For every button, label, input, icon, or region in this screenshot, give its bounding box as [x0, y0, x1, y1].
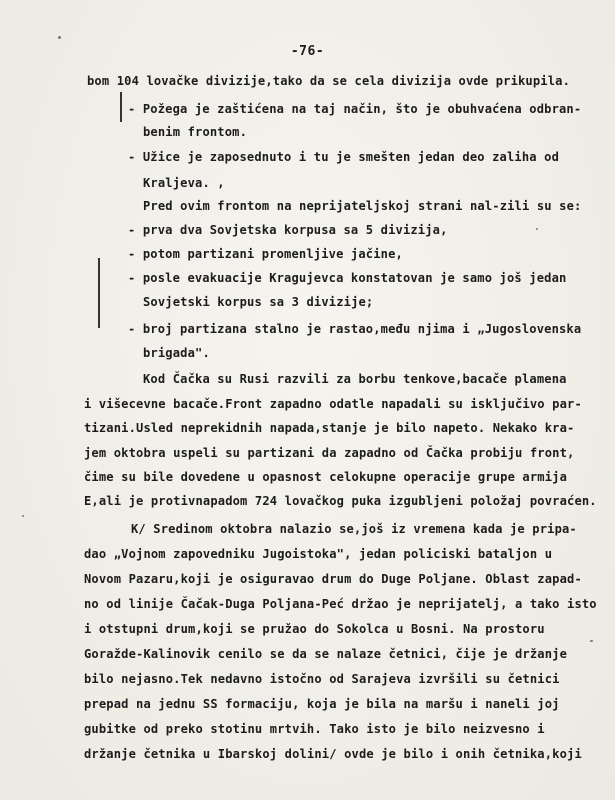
- text-line-12: brigada".: [143, 346, 210, 360]
- text-line-9: - posle evakuacije Kragujevca konstatovan je samo još jedan: [128, 271, 567, 285]
- text-line-14: i višecevne bacače.Front zapadno odatle napadali su isključivo par-: [84, 397, 582, 411]
- text-line-10: Sovjetski korpus sa 3 divizije;: [143, 295, 374, 309]
- text-line-19: K/ Sredinom oktobra nalazio se,još iz vremena kada je pripa-: [131, 522, 577, 536]
- scan-speck: [536, 228, 538, 230]
- text-line-3: benim frontom.: [143, 125, 248, 139]
- scan-speck: [58, 36, 61, 39]
- text-line-21: Novom Pazaru,koji je osiguravao drum do Duge Poljane. Oblast zapad-: [84, 572, 582, 586]
- margin-mark-lower: [98, 258, 100, 328]
- text-line-13: Kod Čačka su Rusi razvili za borbu tenkove,bacače plamena: [143, 372, 567, 386]
- text-line-4: - Užice je zaposednuto i tu je smešten jedan deo zaliha od: [128, 150, 560, 164]
- text-line-16: jem oktobra uspeli su partizani da zapadno od Čačka probiju front,: [84, 446, 575, 460]
- scan-speck: [590, 640, 593, 642]
- text-line-6: Pred ovim frontom na neprijateljskoj strani nal-zili su se:: [143, 199, 582, 213]
- text-line-8: - potom partizani promenljive jačine,: [128, 247, 403, 261]
- text-line-28: držanje četnika u Ibarskoj dolini/ ovde je bilo i onih četnika,koji: [84, 747, 582, 761]
- text-line-26: prepad na jednu SS formaciju, koja je bila na maršu i naneli joj: [84, 697, 560, 711]
- text-line-25: bilo nejasno.Tek nedavno istočno od Sarajeva izvršili su četnici: [84, 672, 560, 686]
- text-line-20: dao „Vojnom zapovedniku Jugoistoka", jedan policiski bataljon u: [84, 547, 553, 561]
- text-line-5: Kraljeva. ,: [143, 176, 225, 190]
- text-line-15: tizani.Usled neprekidnih napada,stanje je bilo napeto. Nekako kra-: [84, 421, 575, 435]
- text-line-27: gubitke od preko stotinu mrtvih. Tako isto je bilo neizvesno i: [84, 722, 545, 736]
- text-line-17: čime su bile dovedene u opasnost celokupne operacije grupe armija: [84, 470, 568, 484]
- scan-speck: [22, 515, 24, 517]
- text-line-2: - Požega je zaštićena na taj način, što je obuhvaćena odbran-: [128, 102, 582, 116]
- text-line-18: E,ali je protivnapadom 724 lovačkog puka izgubljeni položaj povraćen.: [84, 494, 597, 508]
- text-line-11: - broj partizana stalno je rastao,među njima i „Jugoslovenska: [128, 322, 582, 336]
- text-line-1: bom 104 lovačke divizije,tako da se cela divizija ovde prikupila.: [87, 74, 571, 88]
- text-line-23: i otstupni drum,koji se pružao do Sokolca u Bosni. Na prostoru: [84, 622, 545, 636]
- text-line-24: Goražde-Kalinovik cenilo se da se nalaze četnici, čije je držanje: [84, 647, 568, 661]
- margin-mark-upper: [120, 92, 122, 122]
- text-line-22: no od linije Čačak-Duga Poljana-Peć držao je neprijatelj, a tako isto: [84, 597, 597, 611]
- text-line-7: - prva dva Sovjetska korpusa sa 5 divizija,: [128, 223, 448, 237]
- page-number: -76-: [290, 44, 325, 59]
